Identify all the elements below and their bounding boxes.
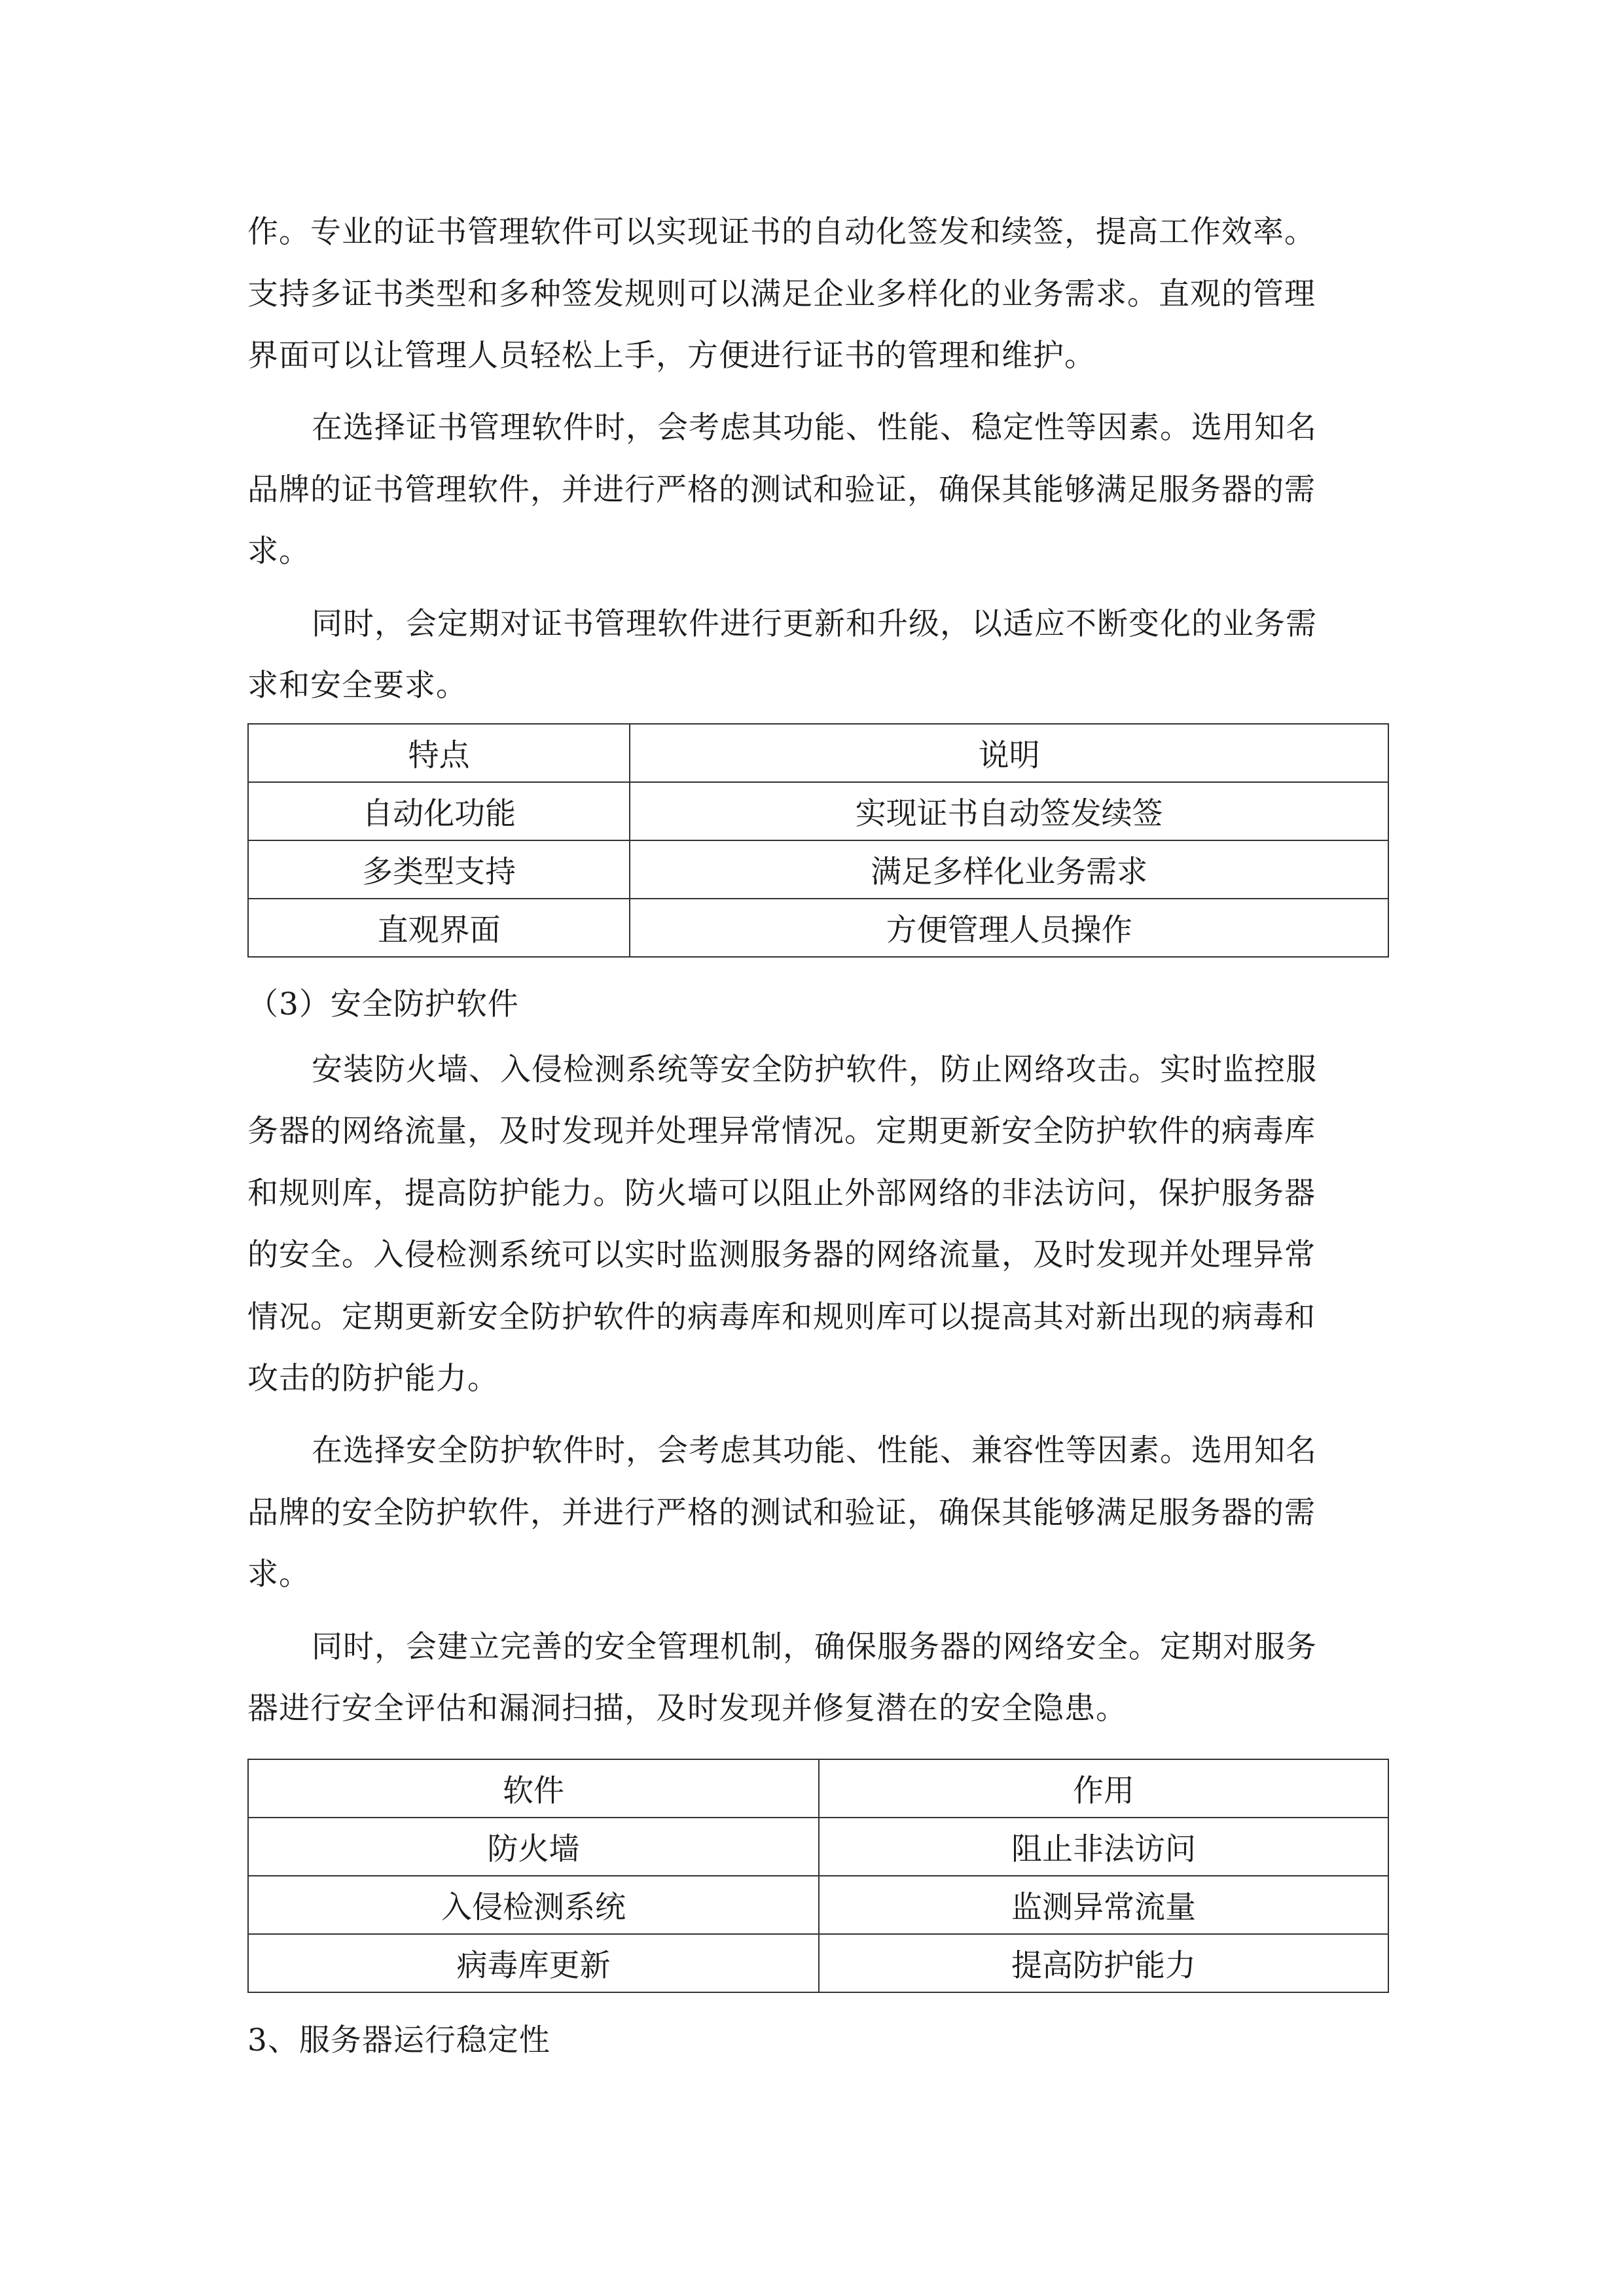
paragraph-6-line-2: 器进行安全评估和漏洞扫描，及时发现并修复潜在的安全隐患。 (247, 1691, 1127, 1727)
table-cell: 提高防护能力 (819, 1934, 1388, 1992)
table-cell: 自动化功能 (248, 782, 630, 840)
paragraph-4-line-4: 的安全。入侵检测系统可以实时监测服务器的网络流量，及时发现并处理异常 (247, 1237, 1316, 1273)
paragraph-1-line-2: 支持多证书类型和多种签发规则可以满足企业多样化的业务需求。直观的管理 (247, 276, 1316, 312)
paragraph-4-line-2: 务器的网络流量，及时发现并处理异常情况。定期更新安全防护软件的病毒库 (247, 1113, 1316, 1149)
table-row (248, 1818, 1388, 1876)
table-cell: 病毒库更新 (248, 1934, 819, 1992)
paragraph-4-line-6: 攻击的防护能力。 (247, 1361, 499, 1397)
table-row (248, 782, 1388, 840)
paragraph-3-line-1: 同时，会定期对证书管理软件进行更新和升级，以适应不断变化的业务需 (312, 606, 1317, 642)
certificate-features-table (247, 723, 1389, 958)
table-row (248, 899, 1388, 957)
paragraph-4-line-1: 安装防火墙、入侵检测系统等安全防护软件，防止网络攻击。实时监控服 (312, 1052, 1317, 1088)
table-row (248, 840, 1388, 899)
table-header-cell: 软件 (248, 1759, 819, 1818)
paragraph-6-line-1: 同时，会建立完善的安全管理机制，确保服务器的网络安全。定期对服务 (312, 1629, 1317, 1665)
table-cell: 多类型支持 (248, 840, 630, 899)
table-row (248, 1934, 1388, 1992)
table-header-row (248, 724, 1388, 782)
paragraph-4-line-5: 情况。定期更新安全防护软件的病毒库和规则库可以提高其对新出现的病毒和 (247, 1299, 1316, 1335)
paragraph-5-line-3: 求。 (247, 1556, 310, 1592)
table-row (248, 1876, 1388, 1934)
table-cell: 方便管理人员操作 (630, 899, 1388, 957)
table-header-cell: 作用 (819, 1759, 1388, 1818)
table-cell: 直观界面 (248, 899, 630, 957)
next-section-heading: 3、服务器运行稳定性 (247, 2022, 550, 2058)
paragraph-4-line-3: 和规则库，提高防护能力。防火墙可以阻止外部网络的非法访问，保护服务器 (247, 1175, 1316, 1211)
paragraph-2-line-1: 在选择证书管理软件时，会考虑其功能、性能、稳定性等因素。选用知名 (312, 410, 1317, 446)
table-header-row (248, 1759, 1388, 1818)
table-cell: 满足多样化业务需求 (630, 840, 1388, 899)
paragraph-5-line-2: 品牌的安全防护软件，并进行严格的测试和验证，确保其能够满足服务器的需 (247, 1495, 1316, 1531)
table-cell: 监测异常流量 (819, 1876, 1388, 1934)
paragraph-3-line-2: 求和安全要求。 (247, 668, 467, 704)
paragraph-2-line-3: 求。 (247, 533, 310, 569)
table-cell: 防火墙 (248, 1818, 819, 1876)
paragraph-1-line-1: 作。专业的证书管理软件可以实现证书的自动化签发和续签，提高工作效率。 (247, 214, 1316, 250)
table-cell: 阻止非法访问 (819, 1818, 1388, 1876)
security-software-table (247, 1759, 1389, 1993)
paragraph-5-line-1: 在选择安全防护软件时，会考虑其功能、性能、兼容性等因素。选用知名 (312, 1433, 1317, 1469)
paragraph-1-line-3: 界面可以让管理人员轻松上手，方便进行证书的管理和维护。 (247, 338, 1096, 374)
table-cell: 入侵检测系统 (248, 1876, 819, 1934)
paragraph-2-line-2: 品牌的证书管理软件，并进行严格的测试和验证，确保其能够满足服务器的需 (247, 472, 1316, 508)
section-heading: （3）安全防护软件 (247, 986, 519, 1022)
table-cell: 实现证书自动签发续签 (630, 782, 1388, 840)
table-header-cell: 说明 (630, 724, 1388, 782)
table-header-cell: 特点 (248, 724, 630, 782)
